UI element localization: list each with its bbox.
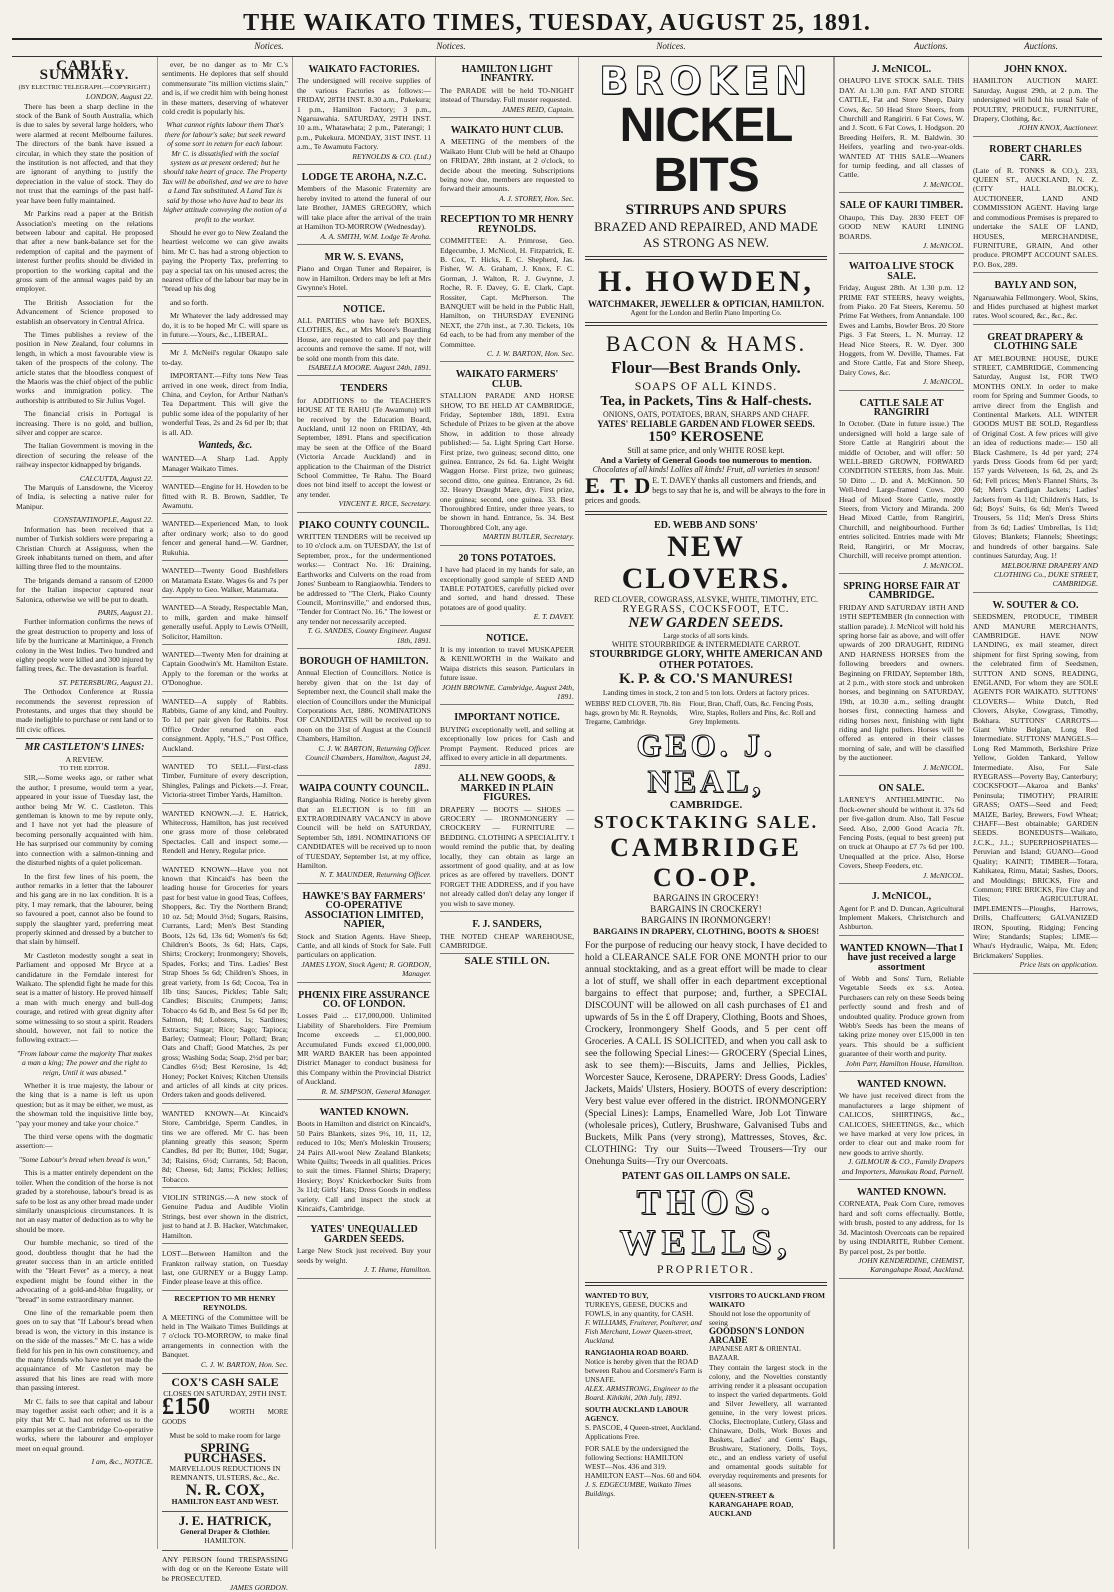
advert [973,596,1098,974]
wanted-ad: WANTED—A Steady, Respectable Man, to milk, garden and make himself generally useful. Apply to Lewis O'Neill, Solicitor, Hamilton. [162,601,288,645]
visitors-heading: VISITORS TO AUCKLAND FROM WAIKATO [709,1291,826,1309]
wanted-to-buy: WANTED TO BUY, [585,1291,649,1300]
advert-signature: ISABELLA MOORE. August 24th, 1891. [308,362,431,372]
divider [585,1282,827,1286]
wanted-ad: WANTED KNOWN.—J. E. Hatrick, Whitecross, Hamilton, has just received one grass more of those celebrated Spectacles. Call and inspect some.—Rendell and Henry, Regular price. [162,807,288,860]
advert-heading: ALL NEW GOODS, & MARKED IN PLAIN FIGURES. [457,773,557,804]
review-paragraph: and so forth. [170,297,209,307]
advert-signature: J. GILMOUR & CO., Family Drapers and Importers, Manukau Road, Parnell. [841,1157,964,1176]
brazed-text: BRAZED AND REPAIRED, AND MADE AS STRONG AS NEW. [594,219,818,250]
bacon-heading: BACON & HAMS. [605,331,807,356]
divider [162,1550,288,1551]
williams-text: F. WILLIAMS, Fruiterer, Poulterer, and Fish Merchant, Lower Queen-street, Auckland. [585,1318,702,1345]
advert-body: FRIDAY AND SATURDAY 18TH AND 19TH SEPTEMBER (In connection with stallion parade). J. McNicol will hold his spring horse fair as above, and will offer upwards of 200 DRAUGHT, RIDING AND HARNESS HORSES from the following breeders and owners. Beginning on FRIDAY, September 18th, at 2 p.m., with store stock and unbroken horses, and beginning on SATURDAY, 19th, at 10.30 a.m., selling draught horses first, connecting harness and riding horses next, finishing with light riding and light pullers. Horses will be offered as entered in their classes morning of sale, and will be classified by the auctioneer. [839,602,964,763]
advert-heading: PHŒNIX FIRE ASSURANCE CO. OF LONDON. [298,989,430,1010]
advert [297,300,431,377]
advert [440,708,574,766]
advert-body: In October. (Date in future issue.) The undersigned will hold a large sale of Store Cattle at Rangiriri about the middle of October, and will offer: 50 WELL-BRED GROWN, FORWARD CONDITION STEERS, from Jas. Muir. 50 Ditto ... D. and A. McKinnon. 50 Well-bred Large-framed Cows. 200 Head of Mixed Store Cattle, mostly Steers, from Victory and Miranda. 200 Head Mixed Cattle, from Rangiriri, Churchill, and neighbourhood. Further entries solicited. Entries made with Mr Reid, Rangiriri, or Mr Mocrav, Churchill, will receive prompt attention. [839,419,964,561]
bargain-drapery: BARGAINS IN DRAPERY, CLOTHING, BOOTS & SHOES! [592,926,820,936]
advert-heading: MR W. S. EVANS, [324,251,404,263]
advert-heading: BOROUGH OF HAMILTON. [299,655,429,667]
advert-signature: C. J. W. BARTON, Hon. Sec. [486,348,574,358]
advert-body: Losses Paid ... £17,000,000. Unlimited Liability of Shareholders. Fire Premium Income exceeds ... £1,000,000. Accumulated Funds exceed £1,000,000. MR WARD BAKER has been appointed District Manager to conduct business for this Company within the Provincial District of Auckland. [297,1011,431,1087]
cable-summary-title: CABLE SUMMARY. [39,58,130,84]
wanted-ad: WANTED—Experienced Man, to look after ordinary work; also to do good fencer and general hand.—W. Gardner, Rukuhia. [162,517,288,561]
advert [973,276,1098,325]
wanted-ad: LOST—Between Hamilton and the Frankton railway station, on Tuesday last, one GURNEY or a Buggy Lamp. Finder please leave at this office. [162,1247,288,1291]
wanted-ad: WANTED—A Sharp Lad. Apply Manager Waikato Times. [162,452,288,477]
proprietor: PROPRIETOR. [656,1262,756,1276]
advert-body: Stock and Station Agents. Have Sheep, Cattle, and all kinds of Stock for Sale. Full particulars on application. [297,931,431,960]
advert-body: CORNEATA, Peak Corn Cure, removes hard and soft corns effectually. Bottle, with brush, posted to any address, for 1s 3d. Macintosh Overcoats can be repaired by using INDIARITE, Rubber Cement. By parcel post, 2s per bottle. [839,1199,964,1256]
wanted-ad: VIOLIN STRINGS.—A new stock of Genuine Padua and Audible Violin Strings, best ever shown in the district, just to hand at J. B. Hacker, Watchmaker, Hamilton. [162,1191,288,1244]
advert [973,328,1098,593]
rangiaohia-body: Notice is hereby given that the ROAD between Rahou and Corsmere's Farm is UNSAFE. [585,1357,703,1384]
advert-signature: Price lists on application. [1019,960,1098,970]
column-cable-summary [12,57,157,1549]
advert-signature: JOHN KENDERDINE, CHEMIST, Karangahape Road, Auckland. [858,1255,964,1275]
howden-agent: Agent for the London and Berlin Piano Importing Co. [630,309,782,317]
advert-body: AT MELBOURNE HOUSE, DUKE STREET, CAMBRIDGE, Commencing Saturday, August 1st, FOR TWO MONTHS ONLY. In order to make room for Spring and Summer Goods, to arrive direct from the English and Continental Markets. ALL WINTER GOODS MUST BE SOLD, Regardless of Original Cost. A few prices will give an idea of reductions made:— 150 all Black Cashmere, 1s 4d per yard; 274 yards Dress Goods from 6d per yard; 157 yards Velveteen, 1s 6d, 2s, and 2s 6d; Fell prices; Men's Flannel Shirts, 3s 6d; Men's Cardigan Jackets; Ladies' Jackets from 4s 11d; Children's Hats, 1s 6d; Boys' Suits, 6s 6d; Men's Tweed Trousers, 5s 11d; Men's Dress Shirts from 3s 6d; Ladies' Umbrellas, 1s 11d; Gloves; Blankets; Flannels; Sheetings; and hundreds of other bargains. Sale continues Saturday, Aug. 1! [973,353,1098,561]
advert-heading: SPRING HORSE FAIR AT CAMBRIDGE. [843,580,960,602]
webb-red-clover: WEBBS' RED CLOVER, 7lb. 8in bags, grown by Mr. R. Reynolds, Tregarne, Cambridge. [585,700,681,726]
reception-heading: RECEPTION TO MR HENRY REYNOLDS. [174,1293,276,1313]
advert-signature: C. J. W. BARTON, Returning Officer. Council Chambers, Hamilton, August 24, 1891. [305,743,431,772]
dateline: CONSTANTINOPLE, August 22. [53,515,153,525]
wanted-ad: WANTED KNOWN—Have you not known that Kincaid's has been the leading house for Groceries for years past for best value in good Teas, Coffees, Shoppers, &c. Try the Northern Brand; 10 oz. 5d; Mould 3½d; Sugars, Raisins, Currants, Lard; Men's Best Standing Boots, 12s 6d, 13s 6d; Women's 6s 6d; Children's Boots, 3s 6d; Hats, Caps, Shirts; Crockery; Ironmongery; Shovels, Spades, Forks; and Tins. Ladies' Best Strap Shoes 5s 6d; Children's Shoes, in great variety, from 1s 6d; Cocoa, Tea in 1lb tins; Sauces, Pickles; Table Salt; Candles; Biscuits; Crumpets; Jams; Tobacco 4s 6d lb, and Best 5s 6d per lb; Salmon, 8d; Lobsters, 1s; Sardines; Extracts; Sugar; Rice; Sago; Tapioca; Barley; Oatmeal; Flour; Pollard; Bran; Oats and Chaff; Good Matches, 2s per gross; Washing Soda; Soap, 2½d per bar; Candles 6½d; Best Kerosine, 1s 4d; Honey; Pocket Knives; Kitchen Utensils and articles of all kinds at city prices. Orders taken and goods delivered. [162,863,288,1104]
davey-text: E. T. DAVEY thanks all customers and friends, and begs to say that he is, and will be always to the fore in prices and goods. [585,476,826,505]
cox-amount: £150 [162,1393,210,1420]
advert-body: STALLION PARADE AND HORSE SHOW, TO BE HELD AT CAMBRIDGE, Friday, September 18th, 1891. Extra Schedule of Prizes to be given at the above Show, in addition to those already published:— 5a. Light Spring Cart Horse. First prize, two guineas; second ditto, one guinea. Entrance, 2s 6d. 6a. Light Weight Waggon Horse. First prize, two guineas; second ditto, one guinea. Entrance, 2s 6d. 32. Heavy Draught Mare, dry. First prize, one guinea; second, one guinea. 33. Best Thoroughbred Entire, under three years, to be shown in hand. Entrance, 5s. 34. Best Thoroughbred Colt, any age. [440,391,574,532]
advert-signature: A. J. STOREY, Hon. Sec. [499,193,574,203]
column-head: Notices. [656,41,686,51]
advert [297,516,431,649]
review-sign: I am, &c., NOTICE. [91,1457,153,1467]
advert-signature: A. A. SMITH, W.M. Lodge Te Aroha. [320,231,431,241]
advert-heading: HAMILTON LIGHT INFANTRY. [461,64,553,85]
advert [839,1075,964,1180]
news-paragraph: The brigands demand a ransom of £2000 for the Italian inspector captured near Salonica, otherwise we will be put to death. [16,575,153,604]
advert [440,769,574,912]
advert-body: (Late of R. TONKS & CO.), 233, QUEEN ST., AUCKLAND, N. Z. (CITY HALL BLOCK), AUCTIONEER, LAND AND COMMISSION AGENT. Having large and commodious Premises is prepared to undertake the SALE OF LAND, HOUSES, MERCHANDISE, FURNITURE, GRAIN, And other produce. PROMPT ACCOUNT SALES. P.O. Box, 289. [973,165,1098,269]
wells-name: THOS. WELLS, [619,1182,793,1262]
advert-heading: J. McNICOL, [871,891,932,903]
advert-body: It is my intention to travel MUSKAPEER & KENILWORTH in the Waikato and Waipa districts this season. Particulars in future issue. [440,644,574,683]
review-paragraph: Our humble mechanic, so tired of the good, doubtless thought that he had the greater success than in an article entitled with the "Heart Fever" as a mercy, a neat expedient might be found either in the advocating of a gold-and-blue frugality, or "bread" in some extraordinary manner. [16,1238,153,1304]
review-verse: What cannot rights labour them That's there for labour's sake; but seek reward of some sort in return for each labour. Mr C. is dissatisfied with the social system as at present ordered; but he should take heart of grace. The Property Tax will be abolished, and we are to have a Land Tax substituted. A Land Tax is said by those who have had to bear its higher attitude conveying the notion of a profit to the worker. [162,120,288,224]
flour-heading: Flour—Best Brands Only. [611,358,801,377]
wanted-ad: WANTED KNOWN—At Kincaid's Store, Cambridge, Sperm Candles, in tins we are offered. Mr C. has been planning greatly this season; Sperm Candles, 8d per lb; Butter, 10d; Sugar, 3d; Raisins, 6½d; Currants, 5d; Bacon, 8d; Cheese, 6d; Jams; Pickles; Jellies; Tobacco. [162,1107,288,1188]
manures-sub: Landing times in stock, 2 ton and 5 ton lots. Orders at factory prices. [602,688,810,697]
column-heads [12,41,1102,55]
hatrick-name: J. E. HATRICK, [178,1512,272,1528]
advert-body: The PARADE will be held TO-NIGHT instead of Thursday. Full muster requested. [440,85,574,105]
news-paragraph: Further information confirms the news of the great destruction to property and loss of life by the hurricane at Martinique, a French colony in the West Indies. Two hundred and eighty people were killed and 300 injured by falling trees, &c. The devastation is fearful. [16,617,153,674]
advert-signature: JAMES LYON, Stock Agent; R. GORDON, Manager. [301,959,431,979]
advert-signature: J. McNICOL. [922,870,964,880]
dateline: PARIS, August 21. [97,607,153,617]
carrot-text: WHITE STOURBRIDGE & INTERMEDIATE CARROT. [611,640,801,649]
general-goods: And a Variety of General Goods too numerous to mention. [600,455,812,465]
trespass-sign: JAMES GORDON. [229,1583,288,1592]
webb-heading: ED. WEBB AND SONS' [654,520,758,531]
advert-body: LARNEY'S ANTHELMINTIC. No flock-owner should be without it. 37s 6d per five-gallon drum. Also, Tall Fescue Seed. Also, 2,000 Good Acacia 7ft. Fencing Posts, (equal to best green) put on truck at Ohaupo at £7 7s 6d per 100. Unequalled at the price. Also, Horse Covers, Sheep Feeders, etc. [839,795,964,871]
advert-signature: J. McNICOL. [922,179,964,189]
cox-worth: WORTH MORE GOODS [162,1407,288,1427]
news-paragraph: The financial crisis in Portugal is increasing. There is no gold, and bullion, silver and copper are scarce. [16,409,153,438]
notice-text: IMPORTANT.—Fifty tons New Teas arrived in one week, direct from India, China, and Ceylon, for Arthur Nathan's Tea Department. This will give the public some idea of the popularity of her wonderful Teas, 2s and 2s 6d per lb; that is all. AD. [162,371,288,437]
clovers-heading: NEW CLOVERS. [621,530,791,595]
review-paragraph: This is a matter entirely dependent on the toiler. When the condition of the horse is not graded by a storehouse, labour's bread is as safe to be lost as any other bread made under similarly unauspicious circumstances. It is not an easy matter of deduction as to why he should be more. [16,1168,153,1234]
cox-sold: Must be sold to make room for large [169,1430,281,1440]
advert-body: Large New Stock just received. Buy your seeds by weight. [297,1246,431,1265]
notice-text: Mr J. McNeil's regular Okaupo sale to-day. [162,348,288,367]
goodson-heading: GOODSON'S LONDON ARCADE [709,1326,805,1345]
advert-heading: SALE OF KAURI TIMBER. [839,200,964,212]
advert [839,1183,964,1279]
advert [440,210,574,362]
advert-heading: WANTED KNOWN. [319,1107,409,1118]
stocktaking-heading: STOCKTAKING SALE. [593,812,819,832]
hatrick-sub: General Draper & Clothier. [180,1527,270,1537]
masthead: THE WAIKATO TIMES, TUESDAY, AUGUST 25, 1891. [12,8,1102,40]
divider [162,1511,288,1512]
advert-heading: WAIPA COUNTY COUNCIL. [299,782,429,794]
tea-heading: Tea, in Packets, Tins & Half-chests. [600,394,812,409]
column-head: Auctions. [914,41,948,51]
bargain-line: BARGAINS IN CROCKERY! [650,904,762,914]
labour-agency-sign: S. PASCOE, 4 Queen-street, Auckland. Applications Free. [585,1423,702,1441]
review-to: TO THE EDITOR. [59,765,110,773]
column-auctions-b [968,57,1102,1549]
column-two [157,57,292,1592]
edgecumbe-sign: J. S. EDGECUMBE, Waikato Times Buildings. [585,1480,692,1498]
advert-heading: WAIKATO FARMERS' CLUB. [455,369,559,390]
advert-heading: WAITOA LIVE STOCK SALE. [848,261,955,282]
advert [297,1220,431,1278]
review-paragraph: Whether it is true majesty, the labour or the king that is a name is left us upon question; but as it may be either, we must, as the showman told the inquisitive little boy, "pay your money and take your choice." [16,1081,153,1128]
clover-list: RED CLOVER, COWGRASS, ALSYKE, WHITE, TIMOTHY, ETC. [593,595,818,604]
advert-signature: J. McNICOL. [922,240,964,250]
advert-heading: NOTICE. [343,303,385,315]
advert-signature: JOHN KNOX, Auctioneer. [1018,123,1098,133]
wanted-ad: WANTED—Engine for H. Howden to be fitted with R. B. Brown, Saddler, Te Awamutu. [162,480,288,514]
soaps-heading: SOAPS OF ALL KINDS. [634,379,778,393]
advert-signature: E. T. DAVEY. [533,612,574,622]
advert-body: Agent for P. and D. Duncan, Agricultural Implement Makers, Christchurch and Ashburton. [839,903,964,932]
news-paragraph: The Times publishes a review of the position in New Zealand, four columns in length, in which a most favourable view is taken of the prospects of the colony. The article states that the bloodless conquest of the Maoris was the chief object of the public works and immigration policy. The authorship is attributed to Sir Julius Vogel. [16,329,153,405]
advert-signature: T. G. SANDES, County Engineer. August 18th, 1891. [307,626,431,645]
goodson-address: QUEEN-STREET & KARANGAHAPE ROAD, AUCKLAND [709,1491,794,1518]
cox-sub: CLOSES ON SATURDAY, 29TH INST. [163,1389,287,1399]
advert-heading: ROBERT CHARLES CARR. [989,143,1082,165]
advert-body: The undersigned will receive supplies of the various Factories as follows:— FRIDAY, 28TH INST. 8.30 a.m., Pukekura; 1 p.m., Hamilton Factory; 3 p.m., Ngaruawahia. SATURDAY, 29TH INST. 10 a.m., Whatawhata; 2 p.m., Paterangi; 1 p.m., Pukekura. MONDAY, 31ST INST. 11 a.m., Te Awamutu Factory. [297,76,431,152]
advert-body: A MEETING of the members of the Waikato Hunt Club will be held at Ohaupo on FRIDAY, 28th instant, at 2 o'clock, to decide about the meeting. Subscriptions being now due, members are requested to forward their amounts. [440,137,574,194]
review-paragraph: SIR,—Some weeks ago, or rather what the author, I presume, would term a year, appeared in your issue of Tuesday last, the author being Mr W. C. Castleton. This gentleman is known to me by repute only, and I have not yet had the pleasure of becoming personally acquainted with him. He has surprised our community by coming into connection with a salmon-tinning and the disturbed nights of a quiet policeman. [16,773,153,868]
garden-seeds-heading: NEW GARDEN SEEDS. [628,615,784,631]
advert [839,60,964,193]
neal-town: CAMBRIDGE. [669,799,743,811]
review-verse: "Some Labour's bread when bread is won," [18,1154,151,1164]
garden-sub: Large stocks of all sorts kinds. [663,632,749,640]
advert-heading: IMPORTANT NOTICE. [454,712,560,724]
cox-address: HAMILTON EAST AND WEST. [171,1497,279,1507]
column-notices-b [435,57,578,1549]
review-paragraph: Mr C. fails to see that capital and labour may together assist each other; and it is a pity that Mr C. had not referred us to the examples set at the Cambridge Co-operative works, where the labourer and employer meet on equal ground. [16,1396,153,1453]
column-head: Notices. [254,41,284,51]
advert [440,121,574,207]
advert [839,257,964,390]
coop-heading: CAMBRIDGE CO-OP. [610,833,802,892]
advert-signature: J. McNICOL. [922,762,964,772]
advert [839,394,964,574]
wanteds-heading: Wanteds, &c. [197,440,253,452]
advert-heading: RECEPTION TO MR HENRY REYNOLDS. [440,214,574,235]
advert-heading: J. McNICOL. [871,64,932,75]
yates-text: YATES' RELIABLE GARDEN AND FLOWER SEEDS. [597,419,815,429]
rangiaohia-sign: ALEX. ARMSTRONG, Engineer to the Board. Kihikihi, 20th July, 1891. [585,1384,699,1402]
advert-heading: WANTED KNOWN—That I have just received a large assortment [839,942,964,973]
divider [162,343,288,344]
advert-body: for ADDITIONS to the TEACHER'S HOUSE AT TE RAHU (Te Awamutu) will be received by the Education Board, Auckland, until 12 noon on FRIDAY, 4th September, 1891. Plans and specification may be seen at the Office of the Board (Victoria Arcade Auckland) and in application to the Chairman of the District School Committee, Te Rahu. The Board does not bind itself to accept the lowest or any tender. [297,395,431,499]
review-paragraph: The third verse opens with the dogmatic assertion:— [16,1132,153,1151]
review-title: MR CASTLETON'S LINES: [24,742,145,754]
advert-signature: J. McNICOL. [922,560,964,570]
bargain-line: BARGAINS IN GROCERY! [653,893,759,903]
davey-initials: E. T. D [585,473,651,498]
advert-body: BUYING exceptionally well, and selling at exceptionally low prices for Cash and Prompt Payment. Reduced prices are affixed to every article in all departments. [440,724,574,762]
advert-heading: 20 TONS POTATOES. [458,552,556,564]
divider [585,511,827,515]
rangiaohia-heading: RANGIAOHIA ROAD BOARD. [585,1348,689,1357]
advert-body: Ohaupo, This Day. 2830 FEET OF GOOD NEW KAURI LINING BOARDS. [839,212,964,241]
news-paragraph: The Italian Government is moving in the direction of securing the release of the railway inspector kidnapped by brigands. [16,441,153,470]
advert [440,549,574,626]
wanted-ad: WANTED—Twenty Good Bushfellers on Matamata Estate. Wages 6s and 7s per day. Apply to Geo. Walker, Matamata. [162,564,288,598]
advert-heading: HAWKE'S BAY FARMERS' CO-OPERATIVE ASSOCIATION LIMITED, NAPIER, [302,890,426,931]
advert-body: Members of the Masonic Fraternity are hereby invited to attend the funeral of our late Brother, JAMES GREGORY, which will take place after the arrival of the train at Hamilton TO-MORROW (Wednesday). [297,184,431,232]
goodson-sub: JAPANESE ART & ORIENTAL BAZAAR. [709,1345,801,1362]
advert-signature: MARTIN BUTLER, Secretary. [482,532,574,542]
review-paragraph: ever, be no danger as to Mr C.'s sentiments. He deplores that self should commensurate "its million victims slain," and is, if we credit him with being honest in these matters, deserving of whatever cold credit is popularly his. [162,60,288,117]
cox-heading: COX'S CASH SALE [171,1374,279,1389]
wanted-to-buy-body: TURKEYS, GEESE, DUCKS and FOWLS, in any quantity, for CASH. [585,1300,694,1318]
visitors-body: Should not lose the opportunity of seeing [709,1309,811,1327]
advert-body: Boots in Hamilton and district on Kincaid's, 50 Pairs Blankets, sizes 9½, 10, 11, 12, reduced to 10s; Men's Moleskin Trousers; 24 Pairs All-wool New Zealand Blankets; White Quilts; Tweeds in all qualities. Prices to suit the times. Flannel Shirts; Drapery; Hosiery; Boys' Knickerbocker Suits from 3s 11d; Girls' Hats; Dress Goods in endless variety. Call and inspect the stock at Kincaid's, Cambridge. [297,1119,431,1214]
howden-name: H. HOWDEN, [598,265,814,298]
sale-still-on: SALE STILL ON. [464,955,550,968]
news-paragraph: The British Association for the Advancement of Science proposed to establish an observatory in Central Africa. [16,297,153,326]
newspaper-page [12,8,1102,1592]
advert-heading: F. J. SANDERS, [472,919,542,931]
grass-heading: RYEGRASS, COCKSFOOT, ETC. [622,604,790,615]
hatrick-town: HAMILTON. [204,1536,246,1546]
news-paragraph: Mr Parkins read a paper at the British Association's meeting on the relations between labour and capital. He proposed that after a new bank-balance set for the redemption of capital and the payment of interest further profits should be divided in proportion to the working capital and the gross sum of the annual wages paid by an employer. [16,209,153,294]
advert-body: WRITTEN TENDERS will be received up to 10 o'clock a.m. on TUESDAY, the 1st of September, prox., for the undermentioned works:— Contract No. 16: Draining, Earthworks and Culverts on the road from Jones' Sunbeam to Rangiaowhia. Tenders to be addressed to "The Clerk, Piako County Council, Morrinsville," and endorsed thus, "Tender for Contract No. 16." The lowest or any tender not necessarily accepted. [297,532,431,626]
advert-heading: LODGE TE AROHA, N.Z.C. [301,172,427,184]
advert-body: ALL PARTIES who have left BOXES, CLOTHES, &c., at Mrs Moore's Boarding House, are requested to call and pay their accounts and remove the same. If not, will be sold one month from this date. [297,315,431,363]
onions-text: ONIONS, OATS, POTATOES, BRAN, SHARPS AND CHAFF. [603,410,809,419]
advert-heading: ON SALE. [878,783,925,795]
advert-heading: YATES' UNEQUALLED GARDEN SEEDS. [310,1224,418,1245]
advert [297,1103,431,1217]
wanted-ad: WANTED TO SELL—First-class Timber, Furniture of every description, Shingles, Palings and Pickets.—J. Frear, Victoria-street Timber Yards, Hamilton. [162,760,288,804]
advert [440,915,574,954]
advert-signature: R. M. SIMPSON, General Manager. [321,1086,431,1096]
advert-signature: JAMES REID, Captain. [501,104,574,114]
news-paragraph: The Marquis of Lansdowne, the Viceroy of India, is selecting a native ruler for Manipur. [16,483,153,511]
labour-agency: SOUTH AUCKLAND LABOUR AGENCY. [585,1405,689,1423]
dateline: ST. PETERSBURG, August 21. [58,677,153,687]
advert-body: SEEDSMEN, PRODUCE, TIMBER AND MANURE MERCHANTS, CAMBRIDGE. HAVE NOW LANDING, ex mail steamer, direct shipment for first Spring sowing, from the celebrated firm of Seedsmen, SUTTON AND SONS, READING, ENGLAND, For whom they are SOLE AGENTS FOR WAIKATO. SUTTONS' CLOVERS— White Dutch, Red Clovers, Alsyke, Cowgrass, Timothy, Bokhara. SUTTONS' CARROTS— Giant White Belgian, Long Red Intermediate. SUTTONS' MANGELS— Long Red Mammoth, Berkshire Prize Yellow, Golden Tankard, Yellow Intermediate. Also, For Sale RYEGRASS—Poverty Bay, Canterbury; COCKSFOOT—Akaroa and Banks' Peninsula; TIMOTHY; PRAIRIE GRASS; OATS—Seed and Feed; MAIZE, Barley, Brewers, Fowl Wheat; CHAFF—Best obtainable; GARDEN SEEDS. BONEDUSTS—Waikato, J.C.K., J.L.; SUPERPHOSPHATES—Peruvian and Island; GUANO—Good Quality; KAINIT; TIMBER—Totara, Kahikatea, Rimu, Matai; Sashes, Doors, and Mouldings; BRICKS, Fire and Common; FIRE BRICKS, Fire Clay and Tiles; AGRICULTURAL IMPLEMENTS—Ploughs, Harrows, Drills, Chaffcutters; GALVANIZED IRON, Spouting, Ridging; Fencing Wire; Standards; Staples; LIME—Whau's Hydraulic, Waipa, Mt. Eden; Brickmakers' Supplies. [973,612,1098,960]
advert-heading: JOHN KNOX. [1004,64,1067,75]
review-paragraph: Should he ever go to New Zealand the heartiest welcome we can give awaits him. Mr C. has had a strong objection to paying the Property Tax, preferring to pay a special tax on his unused acres; the nearest office of the labour bar may be in "bread up his dog [162,227,288,294]
review-subtitle: A REVIEW. [65,754,104,764]
columns [12,56,1102,1592]
manures-heading: K. P. & CO.'S MANURES! [618,671,794,687]
broken-heading: BROKEN [599,59,813,103]
cox-marvellous: MARVELLOUS REDUCTIONS IN REMNANTS, ULSTERS, &c., &c. [169,1464,281,1483]
advert-body: COMMITTEE: A. Primrose, Geo. Edgecumbe, J. McNicol, H. Fitzpatrick, E. B. Cox, T. Hicks, E. C. Shepherd, Jas. Fisher, W. A. Graham, J. Knox, F. C. Gorman, J. Walton, R. J. Gwynne, J. Roche, R. F. Davey, G. E. Clark, Capt. Rossiter, Capt. McPherson. The BANQUET will be held in the Public Hall, Hamilton, on THURSDAY EVENING NEXT, the 27th inst., at 7.30. Tickets, 10s 6d each, to be had from any member of the Committee. [440,236,574,349]
advert [839,196,964,254]
advert [297,379,431,512]
goodson-body: They contain the largest stock in the colony, and the Novelties constantly arriving render it a pleasant occupation to inspect the varied departments. Gold and Silver Jewellery, all warranted genuine, in the very lowest prices. Clocks, Electroplate, Cutlery, Glass and Chinaware, Dolls, Work Boxes and Baskets, Ladies' and Gents' Bags, Brushware, Stationery, Dolls, Toys, etc., and an endless variety of useful and ornamental goods suitable for everyday requirements and presents for all seasons. [709,1363,827,1489]
news-paragraph: There has been a sharp decline in the stock of the Bank of South Australia, which is due to sales by several large holders, who were alarmed at recent Melbourne failures. The directors of the bank have issued a circular, in which they state the position of the institution is not affected, and that they are ignorant of anything to justify the depreciation in the value of stock. They do not trust that the earnings of the past half-year have been fully maintained. [16,101,153,205]
divider [162,1373,288,1374]
advert [297,60,431,165]
reception-sign: C. J. W. BARTON, Hon. Sec. [200,1359,288,1369]
review-paragraph: In the first few lines of his poem, the author remarks in a letter that the labourer and his gang are in no lax condition. It is a pity, I may remark, that the labourer, being so favoured a poet, cannot also be found to supply the slaughter yard, preferring meat properly skinned and dressed by a butcher to that slain by himself. [16,871,153,947]
kerosene-sub: Still at same price, and only WHITE ROSE kept. [627,446,785,455]
advert-signature: John Parr, Hamilton House, Hamilton. [845,1058,964,1068]
advert [973,60,1098,137]
reception-body: A MEETING of the Committee will be held in The Waikato Times Buildings at 7 o'clock TO-MORROW, to make final arrangements in connection with the Banquet. [162,1312,288,1360]
advert-heading: TENDERS [340,383,388,395]
chocolates-text: Chocolates of all kinds! Lollies all kinds! Fruit, all varieties in season! [592,465,820,474]
advert-body: HAMILTON AUCTION MART. Saturday, August 29th, at 2 p.m. The undersigned will hold his usual Sale of POULTRY, PRODUCE, FURNITURE, Drapery, Clothing, &c. [973,76,1098,124]
advert-heading: W. SOUTER & CO. [992,599,1079,611]
advert-heading: WANTED KNOWN. [857,1187,946,1199]
wanted-ad: WANTED—A supply of Rabbits. Rabbits, Game of any kind, and Poultry. To 1d per pair given for Rabbits. Post Office Order returned on each consignment. Apply, "H.S.," Post Office, Auckland. [162,695,288,757]
cox-spring: SPRING PURCHASES. [184,1440,266,1465]
advert-heading: GREAT DRAPERY & CLOTHING SALE [987,331,1084,353]
advert [297,986,431,1100]
advert [297,652,431,776]
advert [440,365,574,545]
advert-signature: VINCENT E. RICE, Secretary. [338,499,431,509]
advert-heading: WAIKATO FACTORIES. [308,64,420,75]
display-adverts [578,57,834,1549]
column-head: Notices. [436,41,466,51]
dateline: LONDON, August 22. [86,92,153,102]
review-paragraph: Mr Whatever the lady addressed may do, it is to be hoped Mr C. will spare us in future.—Yours, &c., LIBERAL. [162,311,288,339]
advert [839,779,964,884]
advert-body: We have just received direct from the manufacturers a large shipment of CALICOS, SHIRTINGS, &c., CALICOES, SHEETINGS, &c., which we have marked at very low prices, in order to clear out and make room for new goods to arrive shortly. [839,1091,964,1157]
advert-heading: WANTED KNOWN. [857,1079,946,1090]
byline: (BY ELECTRIC TELEGRAPH.—COPYRIGHT.) [18,83,151,91]
advert-body: THE NOTED CHEAP WAREHOUSE, CAMBRIDGE. [440,931,574,950]
divider [16,738,153,739]
advert [297,248,431,297]
nickel-bits-heading: NICKEL BITS [619,99,793,202]
advert [297,887,431,983]
potatoes-text: STOURBRIDGE GLORY, WHITE AMERICAN AND OTHER POTATOES. [589,649,823,671]
advert-body: DRAPERY — BOOTS — SHOES — GROCERY — IRONMONGERY — CROCKERY — FURNITURE — BEDDING. CLOTHING A SPECIALITY. I would remind the public that, by dealing locally, they can obtain as large an assortment of good quality, and at as low prices as are offered by travellers. DON'T FORGET THE ADDRESS, and if you have not already called don't delay any longer if you wish to save money. [440,804,575,908]
advert-body: Ngaruawahia Fellmongery. Wool, Skins, and Hides purchased at highest market rates. Wool scoured, &c., &c., &c. [973,292,1098,321]
advert [839,887,964,936]
column-head: Auctions. [1024,41,1058,51]
bargain-line: BARGAINS IN IRONMONGERY! [640,915,771,925]
dateline: CALCUTTA, August 22. [79,473,153,483]
howden-sub: WATCHMAKER, JEWELLER & OPTICIAN, HAMILTON. [587,299,825,309]
divider [585,322,827,326]
advert-body: Friday, August 28th. At 1.30 p.m. 12 PRIME FAT STEERS, heavy weights, from Piako. 20 Fat Steers, Keremu. 50 Prime Fat Wethers, from Annandale. 100 Ewes and Lambs, Bowler Bros. 20 Store Pigs. 3 Fat Steers, L. N. Murray. 12 Head Nice Steers, R. W. Dyer. 300 Hoggets, from W. Deville, Thames. Fat and Store Cattle, Fat and Store Sheep, Dairy Cows, &c. [839,283,964,377]
coop-body: For the purpose of reducing our heavy stock, I have decided to hold a CLEARANCE SALE FOR ONE MONTH prior to our annual stocktaking, and as a great effort will be made to clear a lot of stuff, we shall offer in each department exceptional bargains to effect that purpose; and, further, a SPECIAL DISCOUNT will be allowed on all cash purchases of £1 and upwards of 5s in the £ off Drapery, Clothing, Boots and Shoes, Crockery, Ironmongery Shelf Goods, and 5 per cent off Groceries. A CALL IS SOLICITED, and when you call ask to see the following Special Lines:— GROCERY (Special Lines, ask to see them):—Biscuits, Jams and Jellies, Pickles, Worcester Sauce, Kerosene, DRAPERY: Dress Goods, Ladies' Jackets, Maids' Ulsters, Hosiery. BOOTS of every description: Very best value ever offered in the district. IRONMONGERY (Special Lines): Lamps, Enamelled Ware, Job Lot Tinware (wholesale prices), Cutlery, Brushware, Galvanised Tubs and Buckets, Milk Pans (very strong), Mattresses, Stoves, &c. CLOTHING: Try our Suits—Tweed Trousers—Try our Onehunga Suits—Try our Overcoats. [585,940,827,1167]
advert [973,140,1098,273]
advert-body: of Webb and Sons' Turn, Reliable Vegetable Seeds ex s.s. Aotea. Purchasers can rely on these Seeds being perfectly sound and fresh and of undoubted quality. Produce grown from Webb's Seeds has been the means of taking prize money over £15,000 in ten years. This should be a sufficient guarantee of their worth and purity. [839,973,964,1059]
advert-signature: N. T. MAUNDER, Returning Officer. [319,870,431,880]
news-paragraph: The Orthodox Conference at Russia recommends the severest repression of Protestants, and urges that they should be made ineligible to purchase or rent land or to fill civic offices. [16,687,153,734]
advert [440,629,574,706]
advert-signature: J. McNICOL. [922,377,964,387]
wanted-ad: WANTED—Twenty Men for draining at Captain Goodwin's Mt. Hamilton Estate. Apply to the foreman or the works at O'Donoghue. [162,648,288,692]
divider [585,256,827,260]
kerosene-heading: 150° KEROSENE [648,429,764,445]
column-auctions-a [834,57,968,1549]
review-paragraph: One line of the remarkable poem then goes on to say that "If Labour's bread when bread is won, the victory in this instance is on the side of the masses." Mr C. has a wide field for his pen in his own constituency, and the many friends who have not yet made the acquaintance of Mr Castleton may be assured that his lines are read with more than passing interest. [16,1307,153,1393]
advert-signature: J. T. Hume, Hamilton. [363,1265,431,1275]
for-sale-text: FOR SALE by the undersigned the following Sections: HAMILTON WEST—Nos. 436 and 319. HAMILTON EAST—Nos. 60 and 604. [585,1444,702,1480]
advert [839,939,964,1072]
advert [839,577,964,776]
advert-body: I have had placed in my hands for sale, an exceptionally good sample of SEED AND TABLE POTATOES, carefully picked over and sorted, and hand dressed. These potatoes are of good quality. [440,565,574,612]
neal-name: GEO. J. NEAL, [636,727,776,799]
advert-body: Rangiaohia Riding. Notice is hereby given that an ELECTION is to fill an EXTRAORDINARY VACANCY in above Council will be held on SATURDAY, September 5th, 1891. NOMINATIONS OF CANDIDATES will be received up to noon of TUESDAY, September 1st, at my office, Hamilton. [297,795,431,871]
advert-body: OHAUPO LIVE STOCK SALE. THIS DAY. At 1.30 p.m. FAT AND STORE CATTLE, Fat and Store Sheep, Dairy Cows, &c. 50 Head Store Steers, from Churchill and Rangiriri. 6 Fat Cows, W. and J. Scott. 6 Fat Cows, I. Hodgson. 20 Breeding Heifers, R. M. Baldwin. 30 Heifers, yearling and two-year-olds. WANTED AT THIS SALE—Weaners for turnip feeding, and all classes of Cattle. [839,76,964,180]
advert-body: Annual Election of Councillors. Notice is hereby given that on the 1st day of September next, the Council shall make the election of Councillors under the Municipal Corporations Act, 1886. NOMINATIONS OF CANDIDATES will be received up to noon on the 31st of August at the Council Chambers, Hamilton. [297,668,431,744]
advert-body: Piano and Organ Tuner and Repairer, is now in Hamilton. Orders may be left at Mrs Gwynne's Hotel. [297,264,431,293]
advert-heading: PIAKO COUNTY COUNCIL. [298,519,430,531]
advert-heading: NOTICE. [486,632,528,644]
advert-heading: WAIKATO HUNT CLUB. [450,125,564,137]
patent-lamps: PATENT GAS OIL LAMPS ON SALE. [621,1171,791,1182]
news-paragraph: Information has been received that a number of Turkish soldiers were preparing a Christian Church at Assiguuss, when the Greek inhabitants turned on them, and after killing three fled to the mountains. [16,524,153,572]
advert [297,168,431,245]
advert-heading: CATTLE SALE AT RANGIRIRI [859,397,944,418]
review-paragraph: Mr Castleton modestly sought a seat in Parliament and opposed Mr Bryce at a candidature in the Ferndale interest for Waikato. The splendid fight he made for this seat is a matter of history. He proved himself a man with much energy and bull-dog courage, and retired with great dignity after some witnessing to so stout a spirit. Readers should, however, not fail to notice the following extract:— [16,950,153,1045]
neal-produce: Flour, Bran, Chaff, Oats, &c. Fencing Posts, Wire, Staples, Rollers and Pins, &c. Roll and Grey Implements. [689,700,816,726]
advert-signature: JOHN BROWNE. Cambridge, August 24th, 1891. [441,682,574,701]
advert [297,779,431,884]
cox-name: N. R. COX, [185,1481,265,1499]
advert-heading: BAYLY AND SON, [994,280,1077,292]
advert [440,60,574,118]
advert-signature: MELBOURNE DRAPERY AND CLOTHING Co., DUKE STREET, CAMBRIDGE. [993,560,1098,589]
trespass-notice: ANY PERSON found TRESPASSING with dog or on the Kereone Estate will be PROSECUTED. [162,1554,288,1583]
review-verse: "From labour came the majority That makes a man a king; The power and the right to reign, Until it was abused." [16,1048,153,1077]
stirrups-heading: STIRRUPS AND SPURS [625,202,787,218]
column-notices-a [292,57,435,1549]
advert-signature: REYNOLDS & CO. (Ltd.) [352,151,431,161]
